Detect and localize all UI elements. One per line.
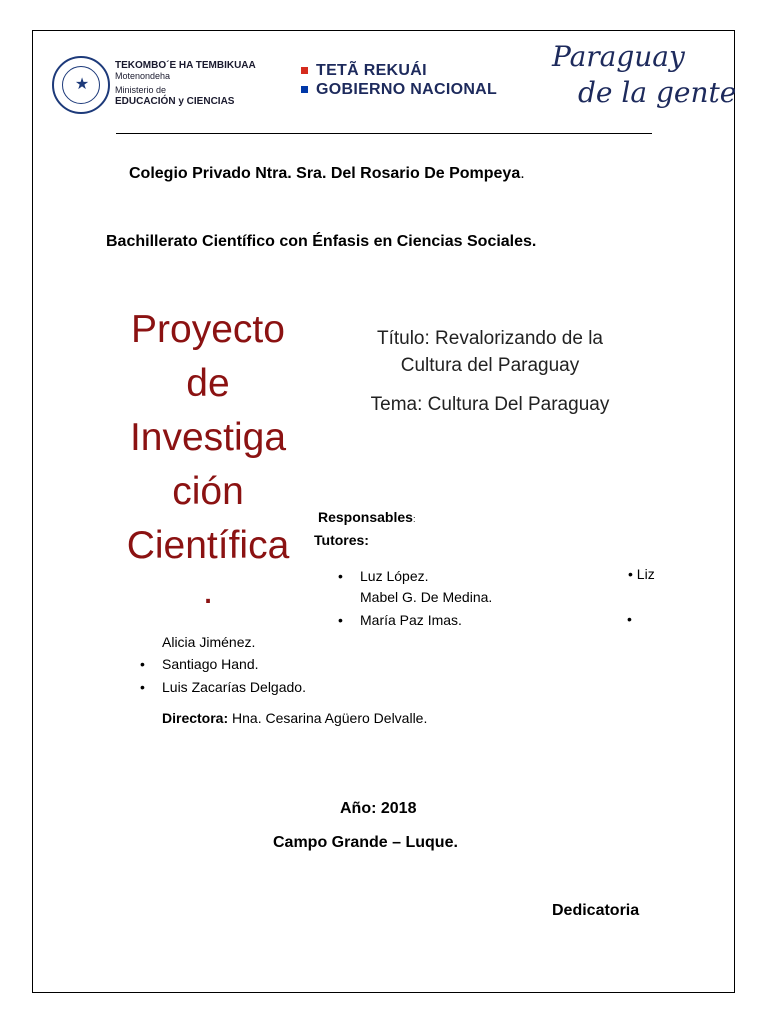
person-6: • Luis Zacarías Delgado. xyxy=(162,679,306,695)
gov-line2: GOBIERNO NACIONAL xyxy=(316,81,498,98)
flag-red-icon xyxy=(301,67,308,74)
person-2: Mabel G. De Medina. xyxy=(360,589,493,605)
bullet-icon: • xyxy=(628,566,633,582)
program-name: Bachillerato Científico con Énfasis en Ciencias Sociales. xyxy=(106,233,537,250)
project-title-line3: Investiga xyxy=(129,416,287,459)
directora: Directora: Hna. Cesarina Agüero Delvalle. xyxy=(162,710,428,726)
project-title-line6: . xyxy=(202,569,214,612)
bullet-icon: • xyxy=(627,611,632,627)
person-4: Alicia Jiménez. xyxy=(162,634,256,650)
ministry-line1: TEKOMBO´E HA TEMBIKUAA xyxy=(115,60,256,71)
slogan-line2: de la gente xyxy=(578,76,737,109)
person-1: • Luz López. xyxy=(360,568,429,584)
project-title-line2: de xyxy=(186,362,230,405)
place: Campo Grande – Luque. xyxy=(273,834,458,851)
ministry-line3: Ministerio de xyxy=(115,85,167,95)
project-title-line5: Científica xyxy=(126,524,290,567)
slogan-line1: Paraguay xyxy=(552,40,685,73)
project-title-line1: Proyecto xyxy=(131,308,285,351)
ministry-line4: EDUCACIÓN y CIENCIAS xyxy=(115,96,235,107)
responsables-label: Responsables: xyxy=(318,509,416,525)
national-seal-icon: ★ xyxy=(52,56,110,114)
ministry-logo-text xyxy=(115,60,256,107)
ministry-line2: Motenondeha xyxy=(115,71,171,81)
dedicatoria-heading: Dedicatoria xyxy=(552,902,640,919)
person-3: • María Paz Imas. xyxy=(360,612,462,628)
school-name: Colegio Privado Ntra. Sra. Del Rosario De Pompeya. xyxy=(129,165,525,182)
year: Año: 2018 xyxy=(340,800,417,817)
tema: Tema: Cultura Del Paraguay xyxy=(370,394,610,415)
titulo-line1: Título: Revalorizando de la xyxy=(376,328,603,349)
titulo-line2: Cultura del Paraguay xyxy=(400,355,580,376)
flag-blue-icon xyxy=(301,86,308,93)
gov-line1: TETÃ REKUÁI xyxy=(316,62,427,79)
tutores-label: Tutores: xyxy=(314,532,369,548)
project-title-line4: ción xyxy=(172,470,244,513)
header-divider xyxy=(116,133,652,134)
person-1-extra: • Liz xyxy=(628,566,655,582)
person-5: • Santiago Hand. xyxy=(162,656,259,672)
